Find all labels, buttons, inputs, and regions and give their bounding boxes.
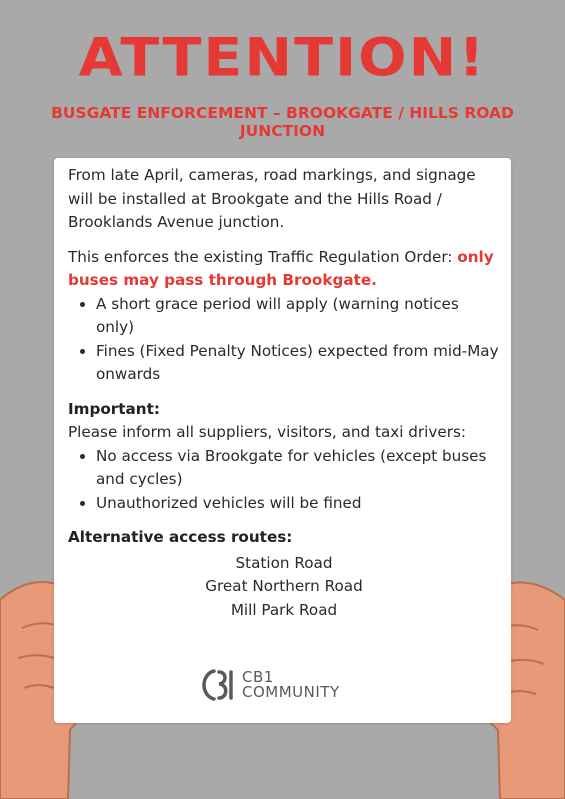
enforcement-paragraph	[68, 246, 500, 293]
notice-card	[54, 158, 511, 723]
list-item: • No access via Brookgate for vehicles (except buses and cycles)	[96, 445, 500, 492]
list-item: • Fines (Fixed Penalty Notices) expected from mid-May onwards	[96, 340, 500, 387]
enforcement-list	[68, 293, 500, 387]
route-list	[68, 552, 500, 623]
headline: ATTENTION!	[78, 27, 487, 89]
logo-wordmark	[242, 670, 340, 700]
cb1-logo-icon	[202, 667, 236, 703]
route-item: Mill Park Road	[230, 600, 338, 619]
list-item: • A short grace period will apply (warning notices only)	[96, 293, 500, 340]
alternatives-heading: Alternative access routes:	[68, 528, 293, 546]
subheadline: BUSGATE ENFORCEMENT – BROOKGATE / HILLS ROAD JUNCTION	[51, 104, 514, 140]
logo-line-1: CB1	[242, 668, 274, 686]
notice-body	[68, 164, 500, 622]
logo-line-2: COMMUNITY	[242, 683, 340, 701]
intro-paragraph: From late April, cameras, road markings, and signage will be installed at Brookgate and the Hills Road / Brooklands Avenue junction.	[68, 166, 476, 231]
important-heading: Important:	[68, 399, 160, 418]
list-item: • Unauthorized vehicles will be fined	[96, 492, 500, 516]
route-item: Great Northern Road	[205, 577, 363, 595]
route-item: Station Road	[235, 553, 333, 572]
cb1-community-logo	[202, 665, 372, 705]
enforcement-highlight: only buses may pass through Brookgate.	[68, 247, 494, 289]
important-list	[68, 445, 500, 516]
important-text: Please inform all suppliers, visitors, and taxi drivers:	[68, 423, 466, 441]
enforcement-text: This enforces the existing Traffic Regulation Order:	[68, 247, 453, 266]
